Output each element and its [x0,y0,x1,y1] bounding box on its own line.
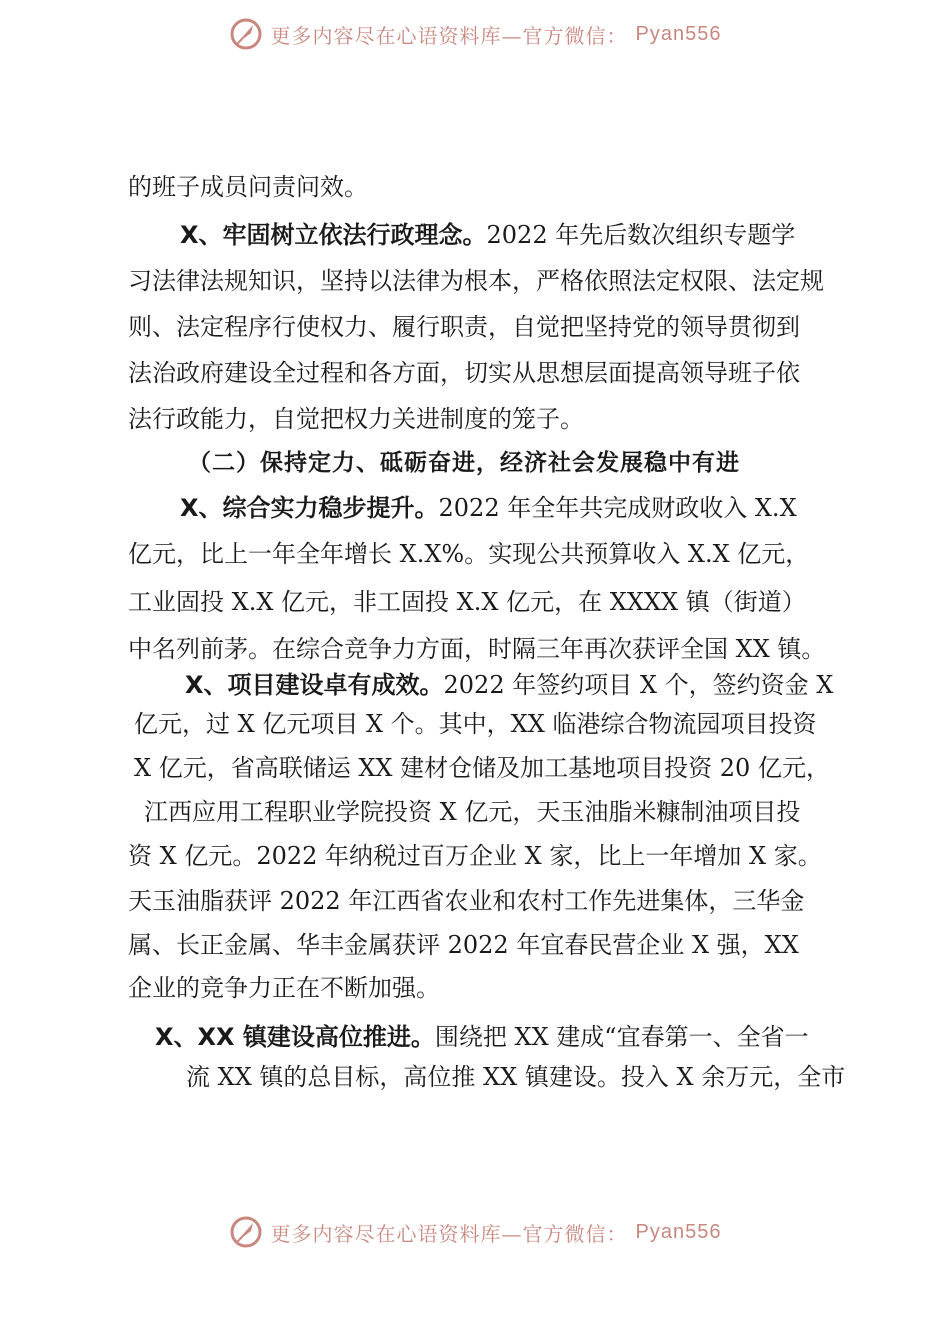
text-line: 亿元，过 X 亿元项目 X 个。其中，XX 临港综合物流园项目投资 [134,710,817,738]
paragraph-1-heading: X、牢固树立依法行政理念。 [180,221,487,249]
section-title: （二）保持定力、砥砺奋进，经济社会发展稳中有进 [188,450,740,476]
text-line: 天玉油脂获评 2022 年江西省农业和农村工作先进集体，三华金 [128,887,805,915]
text-line: X 亿元，省高联储运 XX 建材仓储及加工基地项目投资 20 亿元， [134,754,830,782]
quill-logo-icon [229,17,263,51]
paragraph-2-heading: X、综合实力稳步提升。 [180,494,439,522]
quill-logo-icon [229,1215,263,1249]
paragraph-4-line [155,1022,809,1052]
paragraph-3-line [185,670,833,700]
paragraph-4-text: 围绕把 XX 建成“宜春第一、全省一 [434,1023,809,1051]
text-line: 法治政府建设全过程和各方面，切实从思想层面提高领导班子依 [128,359,800,387]
text-line: 江西应用工程职业学院投资 X 亿元，天玉油脂米糠制油项目投 [144,798,801,826]
text-line: 的班子成员问责问效。 [128,173,368,201]
text-line: 企业的竞争力正在不断加强。 [128,974,440,1002]
text-line: 资 X 亿元。2022 年纳税过百万企业 X 家，比上一年增加 X 家。 [128,842,822,870]
text-line: 流 XX 镇的总目标，高位推 XX 镇建设。投入 X 余万元，全市 [186,1063,846,1091]
text-line: 中名列前茅。在综合竞争力方面，时隔三年再次获评全国 XX 镇。 [128,635,826,663]
watermark-footer [0,1212,950,1252]
paragraph-1-line [180,220,795,250]
watermark-text: 更多内容尽在心语资料库—官方微信： [270,1221,628,1246]
paragraph-3-heading: X、项目建设卓有成效。 [185,671,444,699]
text-line: 属、长正金属、华丰金属获评 2022 年宜春民营企业 X 强，XX [128,931,799,959]
watermark-text: 更多内容尽在心语资料库—官方微信： [270,23,628,48]
watermark-wechat-id: Pyan556 [635,22,722,45]
watermark-header [0,14,950,54]
text-line: 工业固投 X.X 亿元，非工固投 X.X 亿元，在 XXXX 镇（街道） [128,588,806,616]
text-line: 亿元，比上一年全年增长 X.X%。实现公共预算收入 X.X 亿元， [128,540,810,568]
paragraph-1-text: 2022 年先后数次组织专题学 [486,221,796,249]
text-line: 则、法定程序行使权力、履行职责，自觉把坚持党的领导贯彻到 [128,313,800,341]
paragraph-3-text: 2022 年签约项目 X 个，签约资金 X [443,671,834,699]
text-line: 法行政能力，自觉把权力关进制度的笼子。 [128,405,584,433]
paragraph-4-heading: X、XX 镇建设高位推进。 [155,1023,435,1051]
watermark-wechat-id: Pyan556 [635,1220,722,1243]
text-line: 习法律法规知识，坚持以法律为根本，严格依照法定权限、法定规 [128,267,824,295]
paragraph-2-line [180,493,797,523]
paragraph-2-text: 2022 年全年共完成财政收入 X.X [438,494,797,522]
